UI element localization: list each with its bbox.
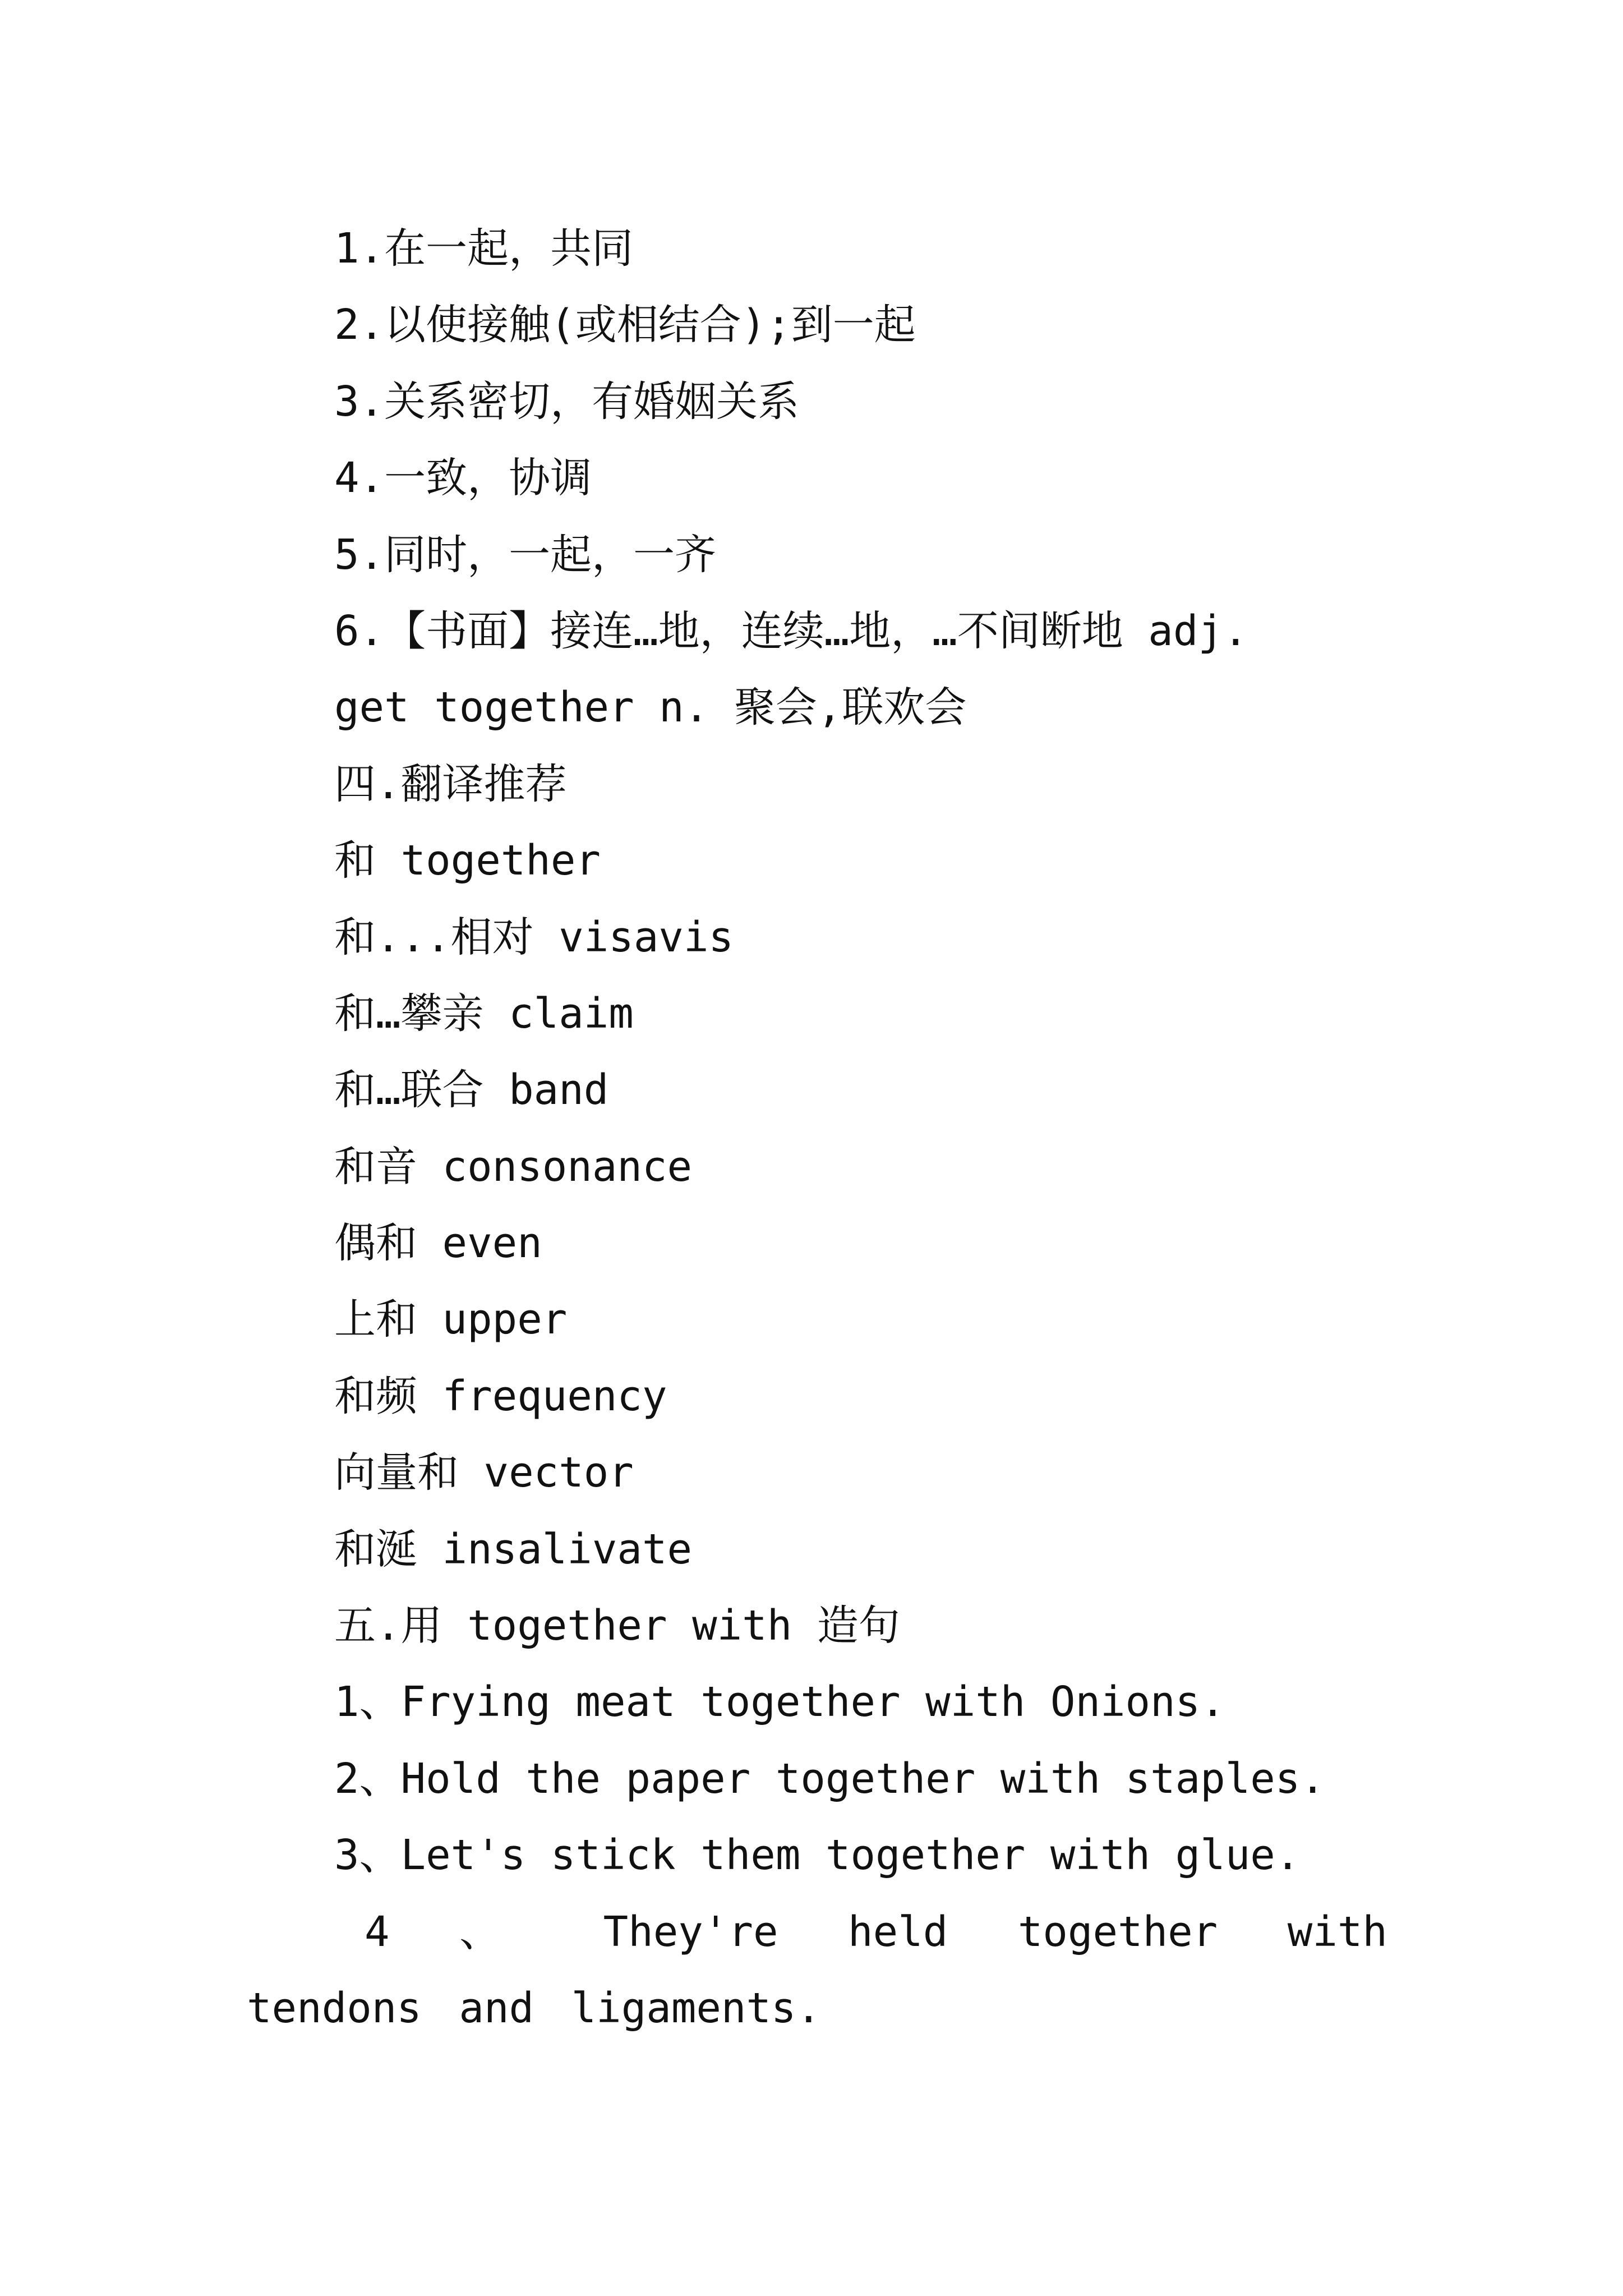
sentence-item: 4 、 They're held together with tendons and ligaments. [247, 1907, 1387, 2032]
meaning-item: 5.同时，一起，一齐 [334, 530, 717, 579]
translation-item: 和 together [334, 836, 601, 885]
meaning-item: 3.关系密切，有婚姻关系 [334, 377, 800, 426]
translation-item: 上和 upper [334, 1295, 568, 1344]
translation-item: 和频 frequency [334, 1372, 667, 1420]
translation-item: 和音 consonance [334, 1142, 693, 1191]
meaning-item: 4.一致，协调 [334, 454, 592, 503]
sentence-item: 2、Hold the paper together with staples. [334, 1754, 1325, 1803]
translation-item: 和涎 insalivate [334, 1525, 693, 1573]
translation-item: 和...相对 visavis [334, 913, 734, 961]
translation-item: 向量和 vector [334, 1448, 634, 1497]
translation-item: 和…攀亲 claim [334, 989, 634, 1038]
document-body [247, 210, 1387, 2046]
sentence-item: 1、Frying meat together with Onions. [334, 1678, 1225, 1727]
meaning-item: 1.在一起，共同 [334, 224, 634, 273]
translation-item: 和…联合 band [334, 1066, 609, 1115]
sentence-item: 3、Let's stick them together with glue. [334, 1831, 1301, 1880]
translation-item: 偶和 even [334, 1219, 542, 1268]
section-heading-translations: 四.翻译推荐 [334, 760, 567, 808]
section-heading-sentences: 五.用 together with 造句 [334, 1602, 900, 1650]
meaning-item: 2.以使接触(或相结合);到一起 [334, 301, 916, 349]
meaning-item: 6.【书面】接连…地，连续…地，…不间断地 adj. [334, 606, 1248, 655]
phrase-line: get together n. 聚会,联欢会 [334, 683, 967, 732]
